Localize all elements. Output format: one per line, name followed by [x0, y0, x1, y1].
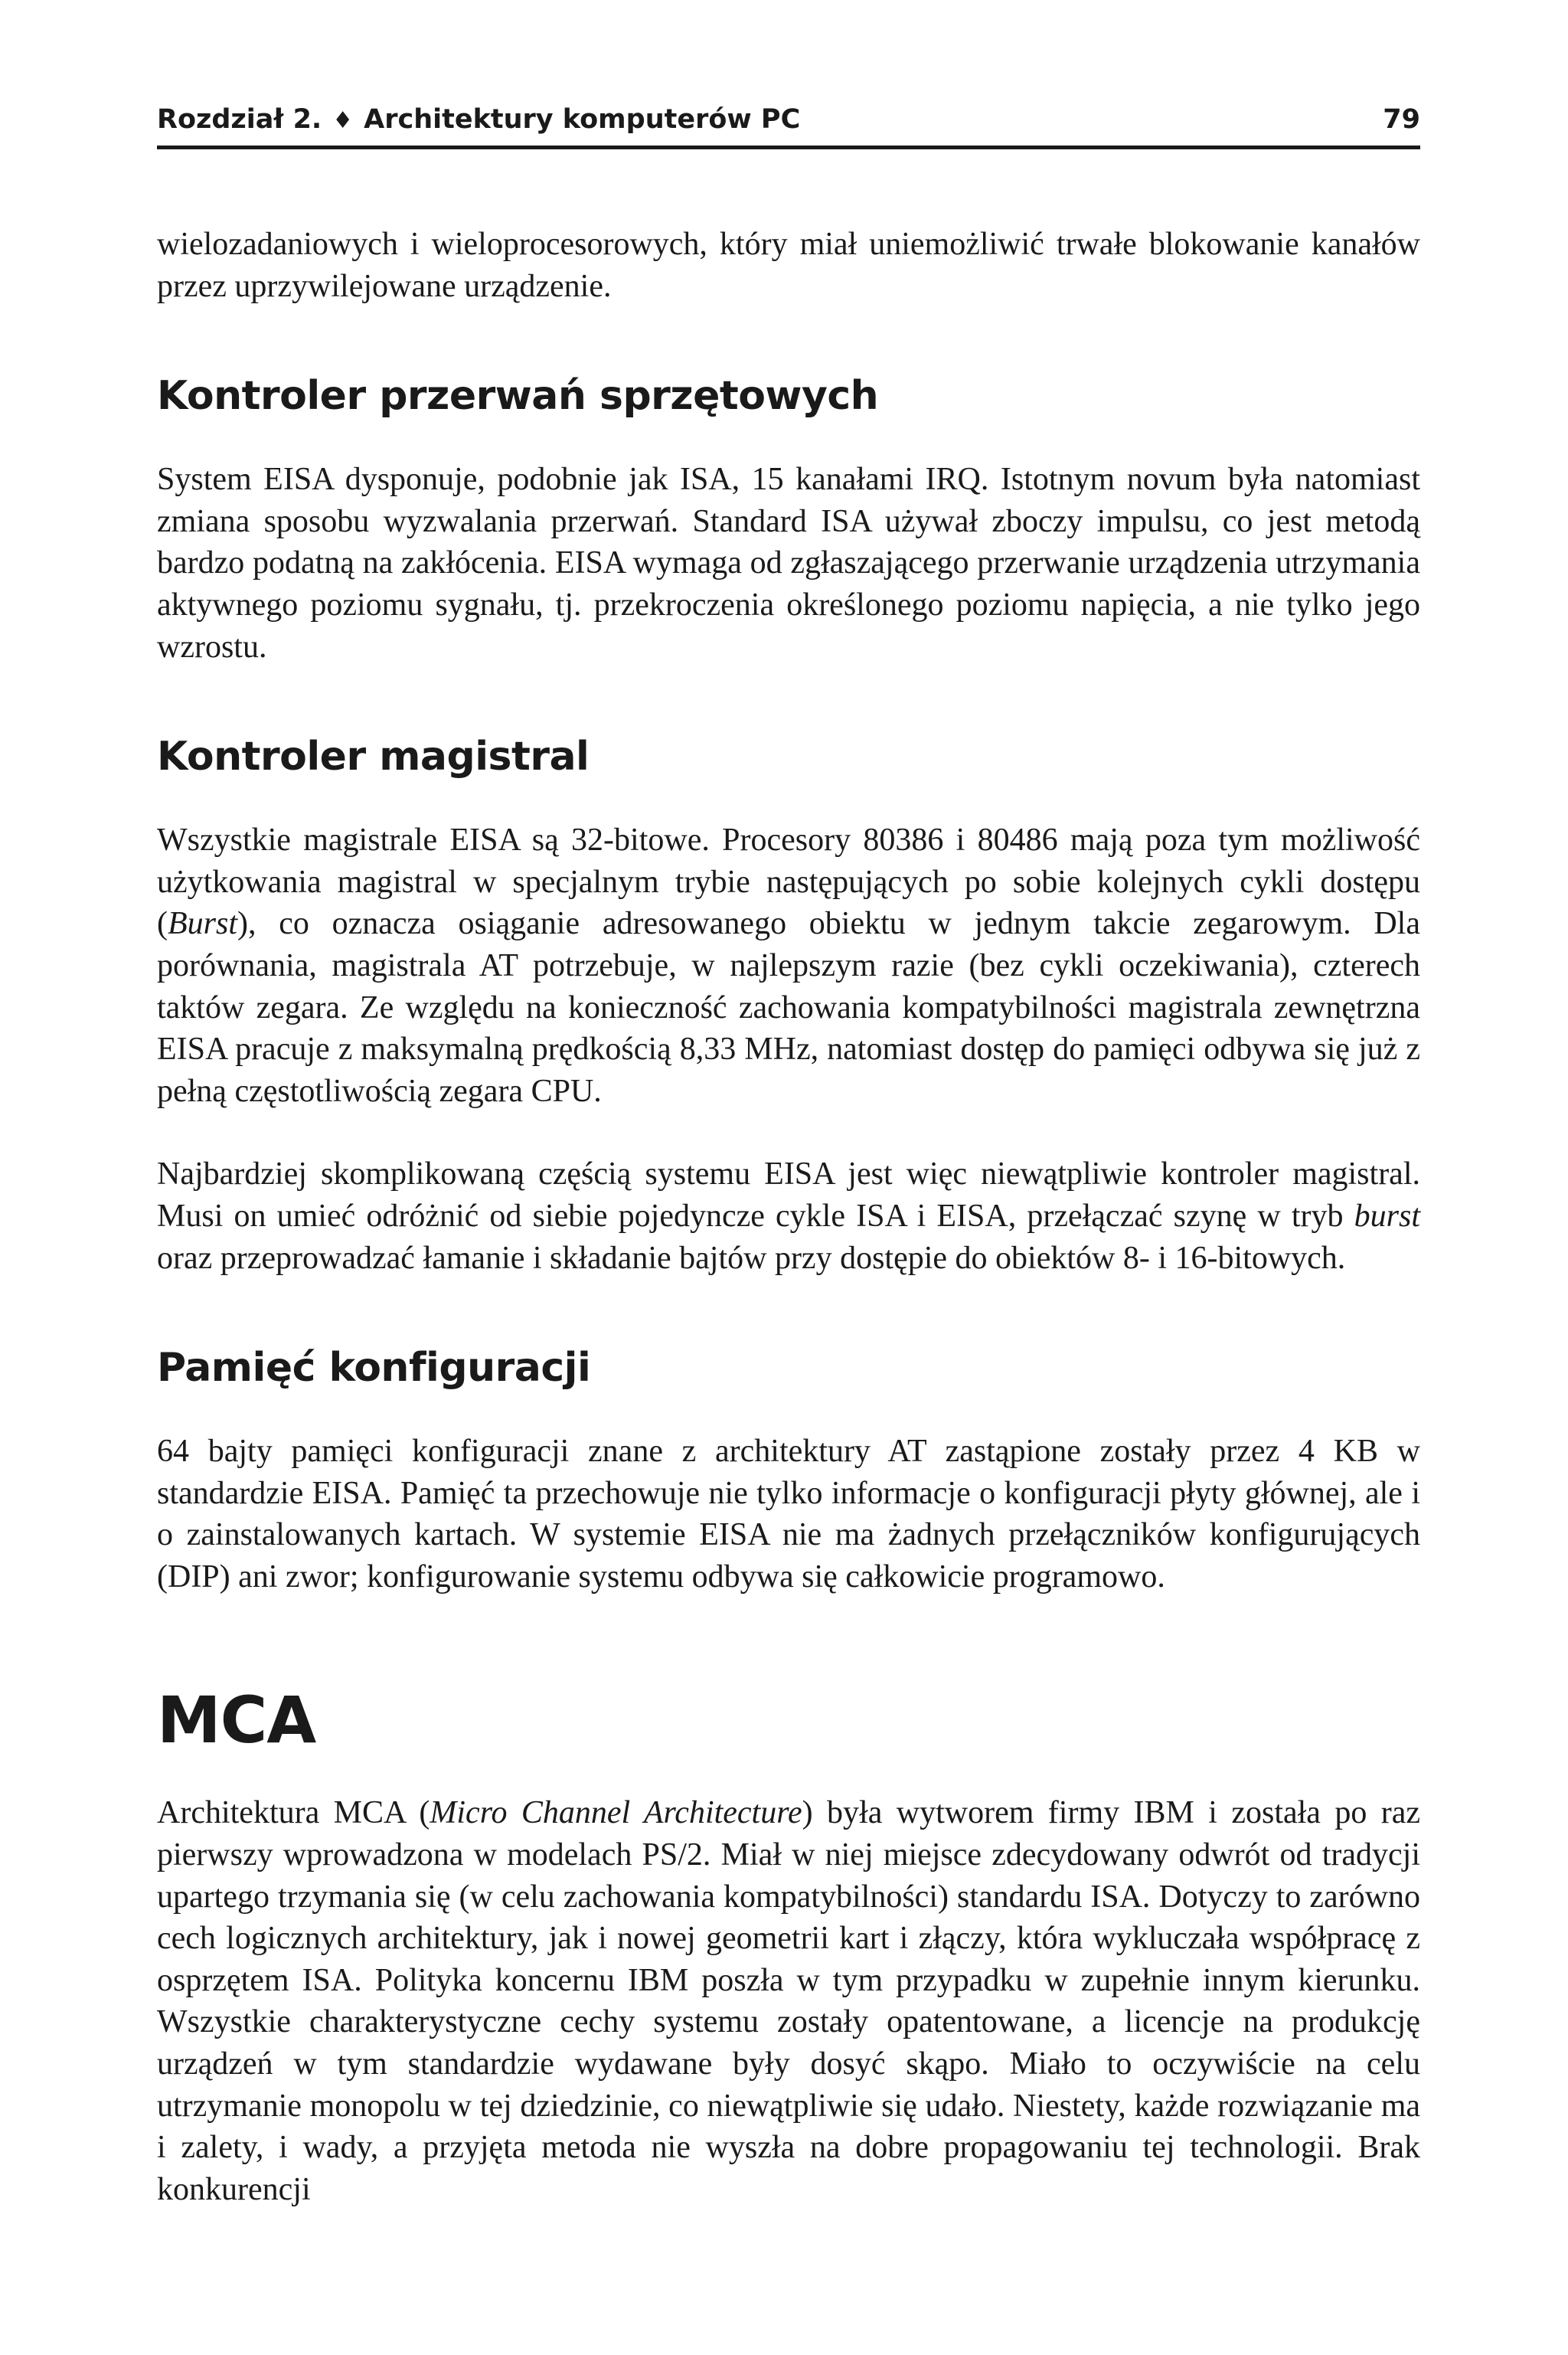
running-header: [157, 98, 1420, 149]
diamond-separator-icon: ♦: [332, 107, 354, 134]
text-run: oraz przeprowadzać łamanie i składanie bajtów przy dostępie do obiektów 8- i 16-bitowych.: [157, 1240, 1346, 1276]
text-run: ) była wytworem firmy IBM i została po raz pierwszy wprowadzona w modelach PS/2. Miał w niej miejsce zdecydowany odwrót od tradycji upartego trzymania się (w celu zachowania kompatybilności) standardu ISA. Dotyczy to zarówno cech logicznych architektury, jak i nowej geometrii kart i złączy, która wykluczała współpracę z osprzętem ISA. Polityka koncernu IBM poszła w tym przypadku w zupełnie innym kierunku. Wszystkie charakterystyczne cechy systemu zostały opatentowane, a licencje na produkcję urządzeń w tym standardzie wydawane były dosyć skąpo. Miało to oczywiście na celu utrzymanie monopolu w tej dziedzinie, co niewątpliwie się udało. Niestety, każde rozwiązanie ma i zalety, i wady, a przyjęta metoda nie wyszła na dobre propagowaniu tej technologii. Brak konkurencji: [157, 1795, 1421, 2207]
italic-term: burst: [1354, 1198, 1420, 1234]
italic-term: Micro Channel Architecture: [430, 1795, 802, 1831]
page-body: [157, 224, 1420, 2210]
intro-paragraph: wielozadaniowych i wieloprocesorowych, który miał uniemożliwić trwałe blokowanie kanałów przez uprzywilejowane urządzenie.: [157, 227, 1420, 304]
chapter-header: [157, 104, 800, 135]
heading-bus-controller: Kontroler magistral: [157, 734, 590, 780]
bus-controller-paragraph-2: [157, 1153, 1420, 1279]
config-memory-paragraph: 64 bajty pamięci konfiguracji znane z architektury AT zastąpione zostały przez 4 KB w standardzie EISA. Pamięć ta przechowuje nie tylko informacje o konfiguracji płyty głównej, ale i o zainstalowanych kartach. W systemie EISA nie ma żadnych przełączników konfigurujących (DIP) ani zwor; konfigurowanie systemu odbywa się całkowicie programowo.: [157, 1434, 1420, 1595]
interrupt-controller-paragraph: System EISA dysponuje, podobnie jak ISA, 15 kanałami IRQ. Istotnym novum była natomiast zmiana sposobu wyzwalania przerwań. Standard ISA używał zboczy impulsu, co jest metodą bardzo podatną na zakłócenia. EISA wymaga od zgłaszającego przerwanie urządzenia utrzymania aktywnego poziomu sygnału, tj. przekroczenia określonego poziomu napięcia, a nie tylko jego wzrostu.: [157, 462, 1420, 665]
heading-mca: MCA: [157, 1683, 316, 1758]
heading-interrupt-controller: Kontroler przerwań sprzętowych: [157, 373, 879, 420]
text-run: Architektura MCA (: [157, 1795, 430, 1831]
chapter-title: Architektury komputerów PC: [364, 104, 801, 135]
chapter-label: Rozdział 2.: [157, 104, 322, 135]
text-run: Wszystkie magistrale EISA są 32-bitowe. Procesory 80386 i 80486 mają poza tym możliwość użytkowania magistral w specjalnym trybie następujących po sobie kolejnych cykli dostępu (: [157, 823, 1420, 942]
mca-paragraph: [157, 1792, 1420, 2210]
heading-config-memory: Pamięć konfiguracji: [157, 1345, 591, 1392]
italic-term: Burst: [168, 906, 238, 942]
page-number: 79: [1383, 104, 1420, 135]
bus-controller-paragraph-1: [157, 819, 1420, 1112]
text-run: ), co oznacza osiąganie adresowanego obiektu w jednym takcie zegarowym. Dla porównania, magistrala AT potrzebuje, w najlepszym razie (bez cykli oczekiwania), czterech taktów zegara. Ze względu na konieczność zachowania kompatybilności magistrala zewnętrzna EISA pracuje z maksymalną prędkością 8,33 MHz, natomiast dostęp do pamięci odbywa się już z pełną częstotliwością zegara CPU.: [157, 906, 1420, 1109]
text-run: Najbardziej skomplikowaną częścią systemu EISA jest więc niewątpliwie kontroler magistral. Musi on umieć odróżnić od siebie pojedyncze cykle ISA i EISA, przełączać szynę w tryb: [157, 1156, 1420, 1234]
